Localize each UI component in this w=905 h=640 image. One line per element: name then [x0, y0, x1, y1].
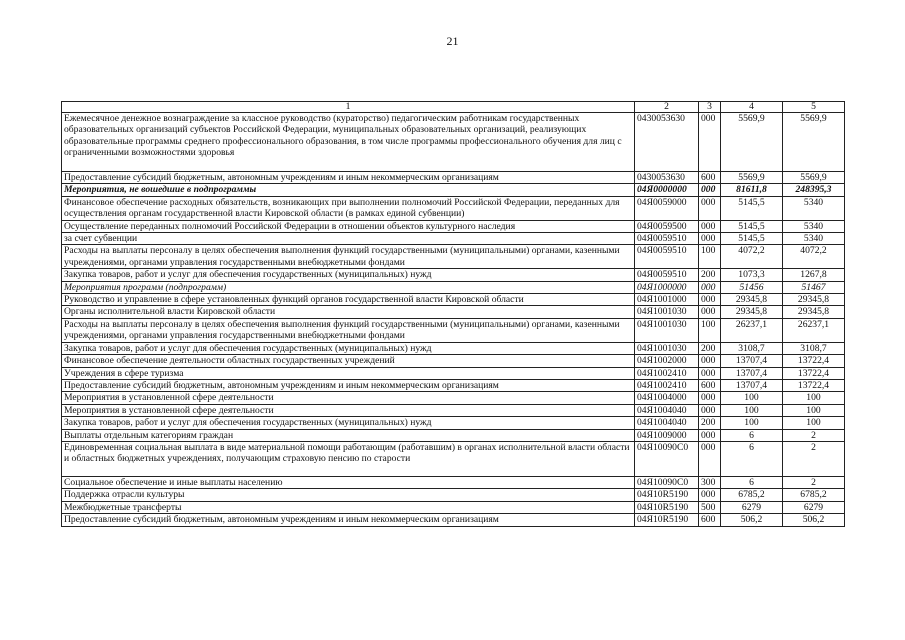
- row-expense-type-cell: 300: [699, 476, 721, 488]
- row-code-cell: 0430053630: [635, 113, 699, 172]
- row-expense-type-cell: 000: [699, 367, 721, 379]
- row-value-year1-cell: 29345,8: [721, 306, 783, 318]
- row-expense-type-cell: 000: [699, 404, 721, 416]
- row-value-year2-cell: 100: [783, 417, 845, 429]
- row-expense-type-cell: 600: [699, 172, 721, 184]
- row-value-year2-cell: 13722,4: [783, 355, 845, 367]
- row-code-cell: 04Я10R5190: [635, 514, 699, 526]
- row-value-year1-cell: 100: [721, 392, 783, 404]
- row-name-cell: Расходы на выплаты персоналу в целях обеспечения выполнения функций государственными (муниципальными) органами, казенными учреждениями, органами управления государственными внебюджетными фондами: [62, 318, 635, 342]
- row-value-year1-cell: 81611,8: [721, 184, 783, 196]
- row-code-cell: 04Я10090С0: [635, 476, 699, 488]
- row-name-cell: Межбюджетные трансферты: [62, 501, 635, 513]
- table-row: [62, 429, 845, 441]
- row-value-year2-cell: 100: [783, 392, 845, 404]
- row-expense-type-cell: 000: [699, 429, 721, 441]
- row-value-year2-cell: 3108,7: [783, 342, 845, 354]
- row-value-year1-cell: 3108,7: [721, 342, 783, 354]
- row-name-cell: Закупка товаров, работ и услуг для обеспечения государственных (муниципальных) нужд: [62, 342, 635, 354]
- row-expense-type-cell: 600: [699, 379, 721, 391]
- row-expense-type-cell: 500: [699, 501, 721, 513]
- row-name-cell: Учреждения в сфере туризма: [62, 367, 635, 379]
- table-row: [62, 233, 845, 245]
- row-expense-type-cell: 000: [699, 294, 721, 306]
- table-row: [62, 306, 845, 318]
- row-name-cell: Финансовое обеспечение расходных обязательств, возникающих при выполнении полномочий Российской Федерации, переданных для осуществления органам государственной власти Кировской области (в рамках единой субвенции): [62, 196, 635, 220]
- table-row: [62, 379, 845, 391]
- row-code-cell: 04Я1001030: [635, 306, 699, 318]
- row-expense-type-cell: 000: [699, 306, 721, 318]
- table-row: [62, 245, 845, 269]
- row-value-year2-cell: 248395,3: [783, 184, 845, 196]
- row-expense-type-cell: 000: [699, 281, 721, 293]
- row-value-year1-cell: 6279: [721, 501, 783, 513]
- row-expense-type-cell: 000: [699, 355, 721, 367]
- row-code-cell: 04Я1001030: [635, 318, 699, 342]
- row-value-year1-cell: 5145,5: [721, 196, 783, 220]
- row-expense-type-cell: 200: [699, 417, 721, 429]
- row-value-year1-cell: 5569,9: [721, 113, 783, 172]
- page-number: 21: [446, 34, 459, 48]
- row-name-cell: Закупка товаров, работ и услуг для обеспечения государственных (муниципальных) нужд: [62, 269, 635, 281]
- row-code-cell: 04Я0059510: [635, 269, 699, 281]
- table-row: [62, 294, 845, 306]
- row-name-cell: Предоставление субсидий бюджетным, автономным учреждениям и иным некоммерческим организациям: [62, 379, 635, 391]
- row-expense-type-cell: 100: [699, 245, 721, 269]
- table-row: [62, 269, 845, 281]
- table-row: [62, 196, 845, 220]
- row-value-year2-cell: 6279: [783, 501, 845, 513]
- table-row: [62, 220, 845, 232]
- table-row: [62, 476, 845, 488]
- row-value-year1-cell: 6: [721, 441, 783, 476]
- header-col-3: 3: [699, 102, 721, 113]
- row-value-year2-cell: 1267,8: [783, 269, 845, 281]
- row-name-cell: Мероприятия в установленной сфере деятельности: [62, 404, 635, 416]
- row-value-year2-cell: 51467: [783, 281, 845, 293]
- row-code-cell: 04Я1004000: [635, 392, 699, 404]
- row-name-cell: Мероприятия, не вошедшие в подпрограммы: [62, 184, 635, 196]
- row-code-cell: 04Я1002000: [635, 355, 699, 367]
- table-row: [62, 392, 845, 404]
- row-name-cell: Закупка товаров, работ и услуг для обеспечения государственных (муниципальных) нужд: [62, 417, 635, 429]
- row-value-year2-cell: 506,2: [783, 514, 845, 526]
- table-row: [62, 281, 845, 293]
- row-value-year1-cell: 13707,4: [721, 367, 783, 379]
- row-expense-type-cell: 000: [699, 392, 721, 404]
- row-expense-type-cell: 000: [699, 220, 721, 232]
- row-name-cell: Социальное обеспечение и иные выплаты населению: [62, 476, 635, 488]
- header-col-1: 1: [62, 102, 635, 113]
- row-value-year2-cell: 5340: [783, 233, 845, 245]
- row-code-cell: 04Я10R5190: [635, 489, 699, 501]
- row-value-year2-cell: 26237,1: [783, 318, 845, 342]
- row-code-cell: 04Я1009000: [635, 429, 699, 441]
- row-value-year2-cell: 29345,8: [783, 294, 845, 306]
- row-name-cell: Расходы на выплаты персоналу в целях обеспечения выполнения функций государственными (муниципальными) органами, казенными учреждениями, органами управления государственными внебюджетными фондами: [62, 245, 635, 269]
- row-code-cell: 04Я1001000: [635, 294, 699, 306]
- row-name-cell: Мероприятия программ (подпрограмм): [62, 281, 635, 293]
- row-value-year1-cell: 100: [721, 417, 783, 429]
- header-col-4: 4: [721, 102, 783, 113]
- row-code-cell: 04Я0059510: [635, 245, 699, 269]
- budget-table: [61, 101, 845, 527]
- row-value-year2-cell: 5569,9: [783, 172, 845, 184]
- row-value-year2-cell: 6785,2: [783, 489, 845, 501]
- row-expense-type-cell: 000: [699, 441, 721, 476]
- row-value-year2-cell: 13722,4: [783, 379, 845, 391]
- row-name-cell: Органы исполнительной власти Кировской области: [62, 306, 635, 318]
- row-name-cell: Единовременная социальная выплата в виде материальной помощи работающим (работавшим) в органах исполнительной власти области и областных бюджетных учреждениях, получающим страховую пенсию по старости: [62, 441, 635, 476]
- row-code-cell: 04Я1001030: [635, 342, 699, 354]
- row-value-year1-cell: 51456: [721, 281, 783, 293]
- table-body: [62, 113, 845, 527]
- row-value-year2-cell: 5340: [783, 196, 845, 220]
- row-expense-type-cell: 200: [699, 269, 721, 281]
- row-value-year1-cell: 13707,4: [721, 379, 783, 391]
- row-value-year1-cell: 4072,2: [721, 245, 783, 269]
- row-code-cell: 04Я10R5190: [635, 501, 699, 513]
- table-row: [62, 318, 845, 342]
- row-code-cell: 04Я0059000: [635, 196, 699, 220]
- row-expense-type-cell: 100: [699, 318, 721, 342]
- row-expense-type-cell: 000: [699, 233, 721, 245]
- row-value-year1-cell: 6: [721, 476, 783, 488]
- row-value-year2-cell: 29345,8: [783, 306, 845, 318]
- row-value-year2-cell: 2: [783, 429, 845, 441]
- row-code-cell: 04Я1002410: [635, 379, 699, 391]
- row-expense-type-cell: 000: [699, 489, 721, 501]
- row-value-year1-cell: 5145,5: [721, 220, 783, 232]
- row-value-year1-cell: 100: [721, 404, 783, 416]
- row-value-year1-cell: 13707,4: [721, 355, 783, 367]
- row-code-cell: 04Я0059500: [635, 220, 699, 232]
- row-name-cell: Руководство и управление в сфере установленных функций органов государственной власти Кировской области: [62, 294, 635, 306]
- table-row: [62, 514, 845, 526]
- row-value-year2-cell: 5340: [783, 220, 845, 232]
- table-row: [62, 342, 845, 354]
- table-row: [62, 172, 845, 184]
- row-name-cell: Поддержка отрасли культуры: [62, 489, 635, 501]
- row-expense-type-cell: 000: [699, 113, 721, 172]
- table-row: [62, 367, 845, 379]
- table-row: [62, 113, 845, 172]
- row-value-year1-cell: 6785,2: [721, 489, 783, 501]
- row-name-cell: Предоставление субсидий бюджетным, автономным учреждениям и иным некоммерческим организациям: [62, 172, 635, 184]
- row-value-year2-cell: 100: [783, 404, 845, 416]
- row-name-cell: Финансовое обеспечение деятельности областных государственных учреждений: [62, 355, 635, 367]
- row-code-cell: 04Я0000000: [635, 184, 699, 196]
- row-expense-type-cell: 000: [699, 184, 721, 196]
- row-value-year1-cell: 5569,9: [721, 172, 783, 184]
- row-value-year1-cell: 6: [721, 429, 783, 441]
- row-value-year1-cell: 506,2: [721, 514, 783, 526]
- row-code-cell: 04Я0059510: [635, 233, 699, 245]
- row-expense-type-cell: 000: [699, 196, 721, 220]
- row-name-cell: Осуществление переданных полномочий Российской Федерации в отношении объектов культурного наследия: [62, 220, 635, 232]
- row-name-cell: за счет субвенции: [62, 233, 635, 245]
- row-value-year1-cell: 1073,3: [721, 269, 783, 281]
- row-name-cell: Предоставление субсидий бюджетным, автономным учреждениям и иным некоммерческим организациям: [62, 514, 635, 526]
- table-row: [62, 489, 845, 501]
- table-row: [62, 417, 845, 429]
- row-code-cell: 04Я1002410: [635, 367, 699, 379]
- table-row: [62, 355, 845, 367]
- table-row: [62, 501, 845, 513]
- row-value-year2-cell: 2: [783, 441, 845, 476]
- row-name-cell: Выплаты отдельным категориям граждан: [62, 429, 635, 441]
- row-expense-type-cell: 200: [699, 342, 721, 354]
- table-row: [62, 184, 845, 196]
- row-value-year2-cell: 4072,2: [783, 245, 845, 269]
- header-col-2: 2: [635, 102, 699, 113]
- row-name-cell: Мероприятия в установленной сфере деятельности: [62, 392, 635, 404]
- row-name-cell: Ежемесячное денежное вознаграждение за классное руководство (кураторство) педагогическим работникам государственных образовательных организаций субъектов Российской Федерации, муниципальных образовательных организаций, реализующих образовательные программы среднего профессионального образования, в том числе программы профессионального обучения для лиц с ограниченными возможностями здоровья: [62, 113, 635, 172]
- header-col-5: 5: [783, 102, 845, 113]
- row-value-year1-cell: 29345,8: [721, 294, 783, 306]
- table-row: [62, 441, 845, 476]
- row-code-cell: 04Я1000000: [635, 281, 699, 293]
- row-value-year2-cell: 2: [783, 476, 845, 488]
- row-expense-type-cell: 600: [699, 514, 721, 526]
- row-code-cell: 0430053630: [635, 172, 699, 184]
- table-row: [62, 404, 845, 416]
- row-code-cell: 04Я1004040: [635, 417, 699, 429]
- row-value-year2-cell: 5569,9: [783, 113, 845, 172]
- row-value-year1-cell: 26237,1: [721, 318, 783, 342]
- table-header-row: [62, 102, 845, 113]
- row-value-year1-cell: 5145,5: [721, 233, 783, 245]
- row-code-cell: 04Я1004040: [635, 404, 699, 416]
- row-code-cell: 04Я10090С0: [635, 441, 699, 476]
- row-value-year2-cell: 13722,4: [783, 367, 845, 379]
